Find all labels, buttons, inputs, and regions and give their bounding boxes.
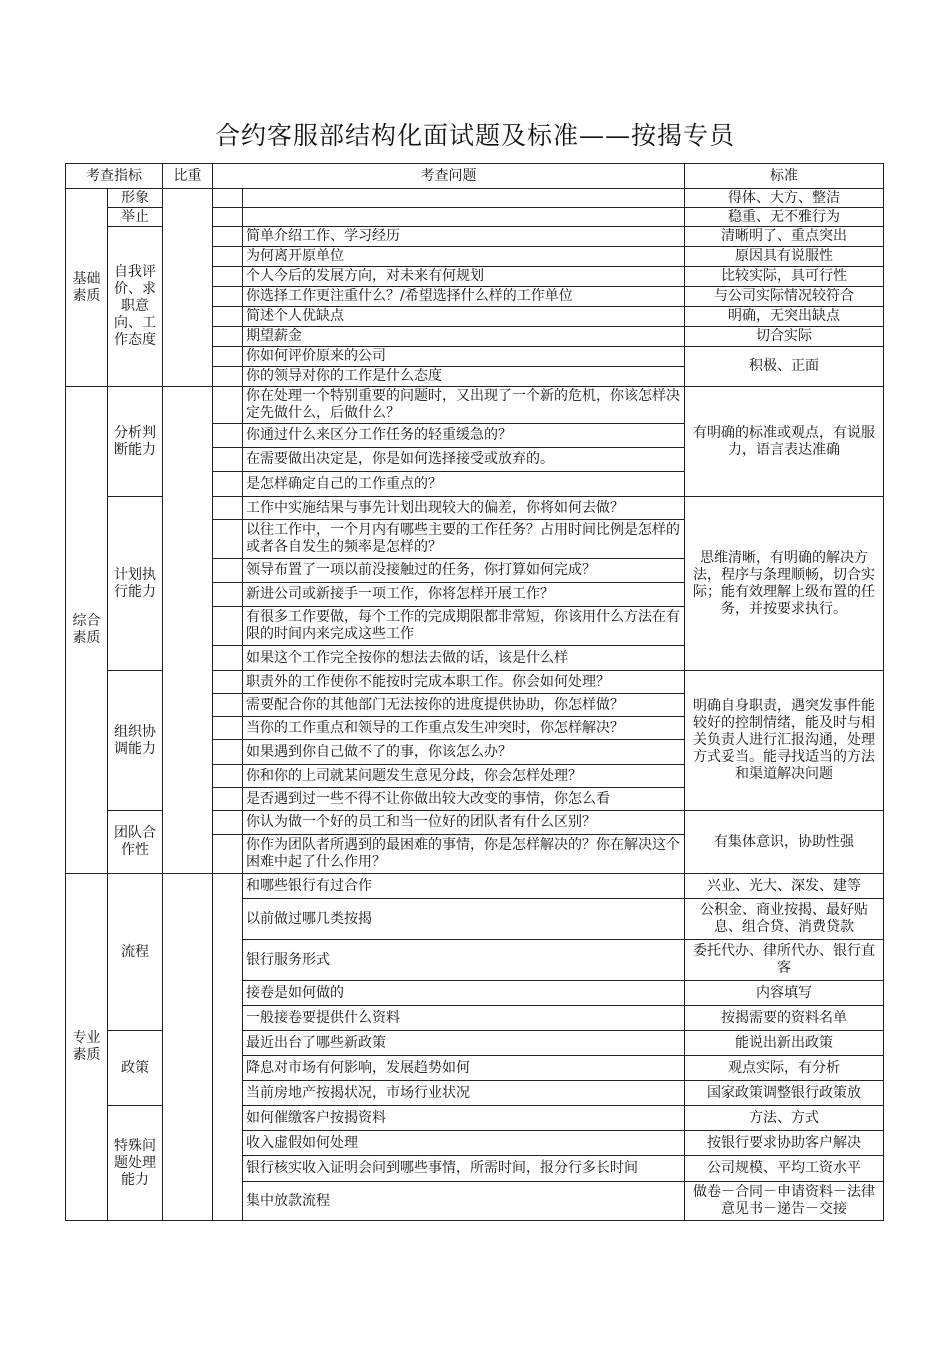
header-weight: 比重 (163, 164, 213, 189)
question-cell: 你作为团队者所遇到的最困难的事情，你是怎样解决的？你在解决这个困难中起了什么作用？ (243, 835, 685, 874)
question-cell (243, 208, 685, 227)
standard-cell: 得体、大方、整洁 (685, 189, 884, 208)
blank-cell (213, 367, 243, 387)
question-cell: 降息对市场有何影响，发展趋势如何 (243, 1056, 685, 1081)
subcategory-process: 流程 (108, 874, 163, 1031)
table-row (66, 874, 884, 899)
question-cell: 如何催缴客户按揭资料 (243, 1106, 685, 1131)
blank-cell (213, 208, 243, 227)
question-cell: 集中放款流程 (243, 1182, 685, 1221)
blank-cell (213, 811, 243, 835)
standard-cell: 委托代办、律所代办、银行直客 (685, 940, 884, 981)
question-cell: 如果这个工作完全按你的想法去做的话，该是什么样 (243, 646, 685, 671)
question-cell: 有很多工作要做，每个工作的完成期限都非常短，你该用什么方法在有限的时间内来完成这些工作 (243, 607, 685, 646)
question-cell: 职责外的工作使你不能按时完成本职工作。你会如何处理？ (243, 671, 685, 694)
subcategory-self-evaluation: 自我评价、求职意向、工作态度 (108, 227, 163, 387)
standard-cell: 能说出新出政策 (685, 1031, 884, 1056)
standard-cell: 切合实际 (685, 327, 884, 347)
subcategory-special: 特殊问题处理能力 (108, 1106, 163, 1221)
question-cell: 以往工作中，一个月内有哪些主要的工作任务？占用时间比例是怎样的或者各自发生的频率是怎样的？ (243, 520, 685, 559)
weight-cell (163, 189, 213, 387)
category-basic: 基础素质 (66, 189, 108, 387)
question-cell: 新进公司或新接手一项工作，你将怎样开展工作？ (243, 583, 685, 607)
standard-cell: 国家政策调整银行政策放 (685, 1081, 884, 1106)
question-cell: 银行服务形式 (243, 940, 685, 981)
standard-cell: 与公司实际情况较符合 (685, 287, 884, 307)
blank-cell (213, 307, 243, 327)
subcategory-analysis: 分析判断能力 (108, 387, 163, 497)
standard-cell: 兴业、光大、深发、建等 (685, 874, 884, 899)
blank-cell (213, 472, 243, 497)
standard-cell: 方法、方式 (685, 1106, 884, 1131)
blank-cell (213, 497, 243, 520)
question-cell: 当前房地产按揭状况，市场行业状况 (243, 1081, 685, 1106)
blank-cell (213, 788, 243, 811)
question-cell: 你选择工作更注重什么？/希望选择什么样的工作单位 (243, 287, 685, 307)
question-cell: 当你的工作重点和领导的工作重点发生冲突时，你怎样解决？ (243, 717, 685, 740)
question-cell: 接卷是如何做的 (243, 981, 685, 1006)
question-cell: 个人今后的发展方向，对未来有何规划 (243, 267, 685, 287)
blank-cell (213, 717, 243, 740)
question-cell: 简单介绍工作、学习经历 (243, 227, 685, 247)
header-question: 考查问题 (213, 164, 685, 189)
standard-cell: 观点实际，有分析 (685, 1056, 884, 1081)
question-cell: 在需要做出决定是，你是如何选择接受或放弃的。 (243, 448, 685, 472)
subcategory-team: 团队合作性 (108, 811, 163, 874)
standard-cell: 按揭需要的资料名单 (685, 1006, 884, 1031)
standard-cell: 原因具有说服性 (685, 247, 884, 267)
blank-cell (213, 189, 243, 208)
header-indicator: 考查指标 (66, 164, 163, 189)
subcategory-behavior: 举止 (108, 208, 163, 227)
blank-cell (213, 227, 243, 247)
question-cell: 简述个人优缺点 (243, 307, 685, 327)
blank-cell (213, 874, 243, 1221)
question-cell: 你和你的上司就某问题发生意见分歧，你会怎样处理？ (243, 765, 685, 788)
question-cell: 为何离开原单位 (243, 247, 685, 267)
standard-cell: 明确，无突出缺点 (685, 307, 884, 327)
question-cell: 你的领导对你的工作是什么态度 (243, 367, 685, 387)
question-cell: 你认为做一个好的员工和当一位好的团队者有什么区别？ (243, 811, 685, 835)
header-row (66, 164, 884, 189)
question-cell: 是怎样确定自己的工作重点的？ (243, 472, 685, 497)
standard-cell: 内容填写 (685, 981, 884, 1006)
question-cell: 领导布置了一项以前没接触过的任务，你打算如何完成？ (243, 559, 685, 583)
question-cell: 你如何评价原来的公司 (243, 347, 685, 367)
subcategory-image: 形象 (108, 189, 163, 208)
blank-cell (213, 247, 243, 267)
blank-cell (213, 287, 243, 307)
standard-cell: 公积金、商业按揭、最好贴息、组合贷、消费贷款 (685, 899, 884, 940)
blank-cell (213, 835, 243, 874)
category-professional: 专业素质 (66, 874, 108, 1221)
blank-cell (213, 607, 243, 646)
standard-cell: 比较实际，具可行性 (685, 267, 884, 287)
blank-cell (213, 694, 243, 717)
question-cell: 一般接卷要提供什么资料 (243, 1006, 685, 1031)
table-row (66, 189, 884, 208)
standard-cell: 按银行要求协助客户解决 (685, 1131, 884, 1156)
standard-cell: 明确自身职责，遇突发事件能较好的控制情绪，能及时与相关负责人进行汇报沟通，处理方式妥当。能寻找适当的方法和渠道解决问题 (685, 671, 884, 811)
question-cell: 你通过什么来区分工作任务的轻重缓急的？ (243, 424, 685, 448)
category-composite: 综合素质 (66, 387, 108, 874)
question-cell: 需要配合你的其他部门无法按你的进度提供协助，你怎样做？ (243, 694, 685, 717)
question-cell: 和哪些银行有过合作 (243, 874, 685, 899)
blank-cell (213, 267, 243, 287)
standard-cell: 清晰明了、重点突出 (685, 227, 884, 247)
interview-table (65, 163, 884, 1221)
standard-cell: 有集体意识，协助性强 (685, 811, 884, 874)
table-row (66, 387, 884, 424)
standard-cell: 积极、正面 (685, 347, 884, 387)
standard-cell: 思维清晰，有明确的解决方法，程序与条理顺畅，切合实际；能有效理解上级布置的任务，并按要求执行。 (685, 497, 884, 671)
blank-cell (213, 646, 243, 671)
blank-cell (213, 448, 243, 472)
subcategory-execution: 计划执行能力 (108, 497, 163, 671)
subcategory-policy: 政策 (108, 1031, 163, 1106)
question-cell: 银行核实收入证明会问到哪些事情，所需时间，报分行多长时间 (243, 1156, 685, 1182)
blank-cell (213, 740, 243, 765)
subcategory-organize: 组织协调能力 (108, 671, 163, 811)
blank-cell (213, 765, 243, 788)
blank-cell (213, 559, 243, 583)
question-cell: 如果遇到你自己做不了的事，你该怎么办？ (243, 740, 685, 765)
question-cell: 收入虚假如何处理 (243, 1131, 685, 1156)
blank-cell (213, 347, 243, 367)
question-cell: 最近出台了哪些新政策 (243, 1031, 685, 1056)
weight-cell (163, 387, 213, 874)
blank-cell (213, 424, 243, 448)
standard-cell: 有明确的标准或观点，有说服力，语言表达准确 (685, 387, 884, 497)
standard-cell: 做卷－合同－申请资料－法律意见书－递告－交接 (685, 1182, 884, 1221)
question-cell: 你在处理一个特别重要的问题时，又出现了一个新的危机，你该怎样决定先做什么，后做什么？ (243, 387, 685, 424)
blank-cell (213, 520, 243, 559)
question-cell: 是否遇到过一些不得不让你做出较大改变的事情，你怎么看 (243, 788, 685, 811)
blank-cell (213, 387, 243, 424)
header-standard: 标准 (685, 164, 884, 189)
blank-cell (213, 327, 243, 347)
standard-cell: 稳重、无不雅行为 (685, 208, 884, 227)
question-cell: 期望薪金 (243, 327, 685, 347)
page-title: 合约客服部结构化面试题及标准——按揭专员 (214, 121, 735, 150)
blank-cell (213, 671, 243, 694)
blank-cell (213, 583, 243, 607)
weight-cell (163, 874, 213, 1221)
question-cell: 工作中实施结果与事先计划出现较大的偏差，你将如何去做？ (243, 497, 685, 520)
question-cell (243, 189, 685, 208)
standard-cell: 公司规模、平均工资水平 (685, 1156, 884, 1182)
question-cell: 以前做过哪几类按揭 (243, 899, 685, 940)
